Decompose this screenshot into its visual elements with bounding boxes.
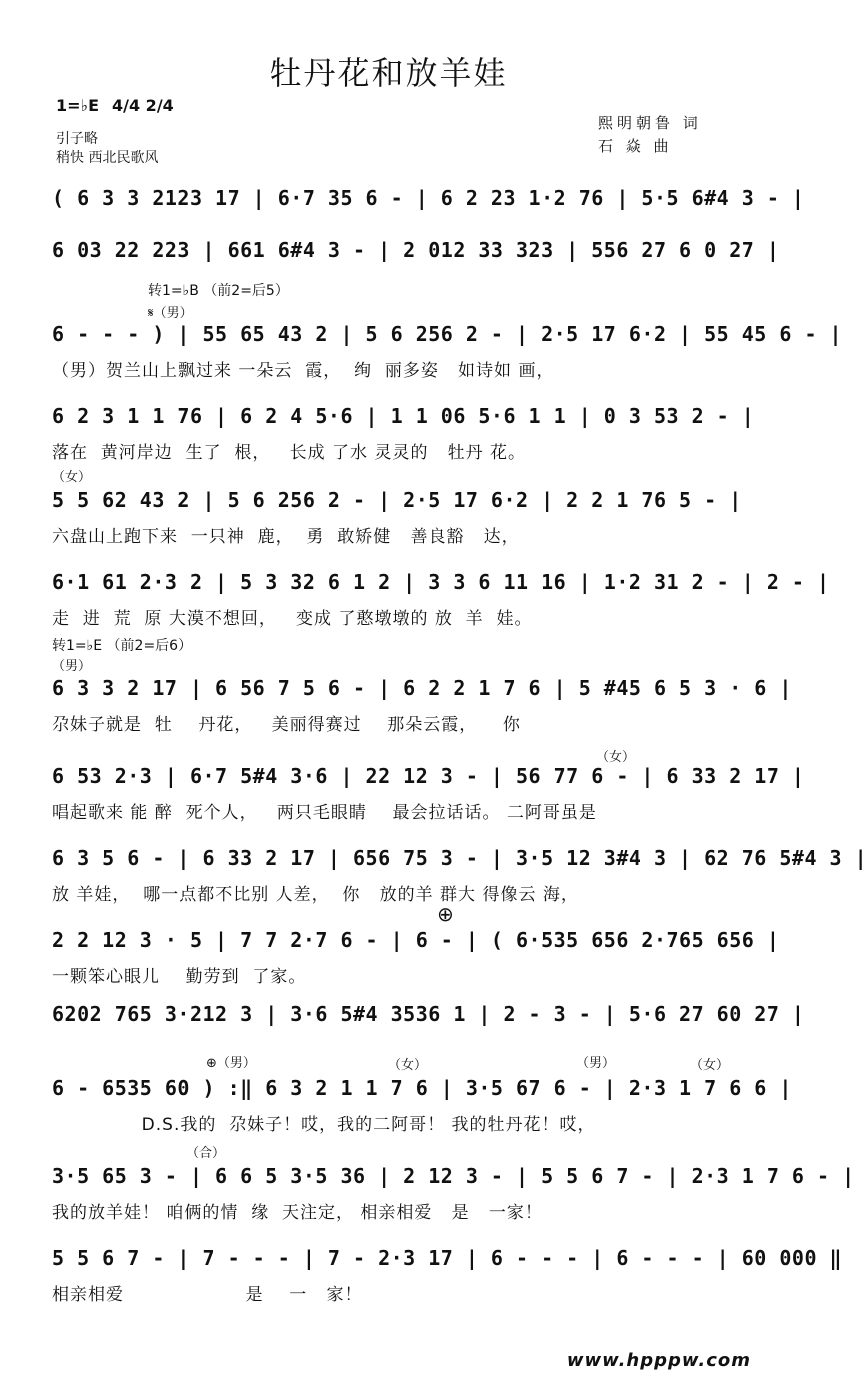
intro-note: 引子略 bbox=[56, 131, 98, 147]
notation-line: 6 - - - ) | 55 65 43 2 | 5 6 256 2 - | 2·5 17 6·2 | 55 45 6 - | bbox=[52, 322, 843, 346]
part-marker: （男） bbox=[576, 1056, 616, 1071]
lyric-line: 放 羊娃， 哪一点都不比别 人差， 你 放的羊 群大 得像云 海， bbox=[52, 885, 579, 905]
notation-line: 6·1 61 2·3 2 | 5 3 32 6 1 2 | 3 3 6 11 16 | 1·2 31 2 - | 2 - | bbox=[52, 570, 830, 594]
lyric-line: 一颗笨心眼儿 勤劳到 了家。 bbox=[52, 967, 307, 987]
part-marker: （男） bbox=[52, 659, 92, 674]
notation-line: 6 2 3 1 1 76 | 6 2 4 5·6 | 1 1 06 5·6 1 1 | 0 3 53 2 - | bbox=[52, 404, 755, 428]
notation-line: 2 2 12 3 · 5 | 7 7 2·7 6 - | 6 - | ( 6·535 656 2·765 656 | bbox=[52, 928, 780, 952]
lyric-line: D.S.我的 尕妹子！哎，我的二阿哥！ 我的牡丹花！哎， bbox=[52, 1115, 596, 1135]
modulation-marker: 转1=♭E （前2=后6） bbox=[52, 638, 193, 654]
key-signature: 1=♭E bbox=[56, 96, 100, 115]
tempo-style: 稍快 西北民歌风 bbox=[56, 150, 159, 166]
site-watermark: www.hpppw.com bbox=[566, 1350, 751, 1371]
part-marker: （女） bbox=[388, 1058, 428, 1073]
segno-marker: 𝄋（男） bbox=[148, 306, 193, 321]
coda-marker: ⊕ bbox=[437, 902, 454, 926]
modulation-marker: 转1=♭B （前2=后5） bbox=[148, 283, 289, 299]
notation-line: 6 - 6535 60 ) :‖ 6 3 2 1 1 7 6 | 3·5 67 6 - | 2·3 1 7 6 6 | bbox=[52, 1076, 792, 1100]
coda-marker: ⊕（男） bbox=[206, 1056, 256, 1071]
notation-line: 6 3 5 6 - | 6 33 2 17 | 656 75 3 - | 3·5 12 3#4 3 | 62 76 5#4 3 | bbox=[52, 846, 867, 870]
song-title: 牡丹花和放羊娃 bbox=[269, 54, 508, 92]
notation-line: 3·5 65 3 - | 6 6 5 3·5 36 | 2 12 3 - | 5 5 6 7 - | 2·3 1 7 6 - | bbox=[52, 1164, 855, 1188]
lyric-line: 尕妹子就是 牡 丹花， 美丽得赛过 那朵云霞， 你 bbox=[52, 715, 521, 735]
part-marker: （合） bbox=[186, 1146, 226, 1161]
lyric-line: （男）贺兰山上飘过来 一朵云 霞， 绚 丽多姿 如诗如 画， bbox=[52, 361, 555, 381]
notation-line: 6202 765 3·212 3 | 3·6 5#4 3536 1 | 2 - 3 - | 5·6 27 60 27 | bbox=[52, 1002, 805, 1026]
notation-line: 6 53 2·3 | 6·7 5#4 3·6 | 22 12 3 - | 56 77 6 - | 6 33 2 17 | bbox=[52, 764, 805, 788]
part-marker: （女） bbox=[596, 750, 636, 765]
lyric-line: 唱起歌来 能 醉 死个人， 两只毛眼睛 最会拉话话。 二阿哥虽是 bbox=[52, 803, 597, 823]
lyric-line: 相亲相爱 是 一 家！ bbox=[52, 1285, 363, 1305]
lyric-line: 走 进 荒 原 大漠不想回， 变成 了憨墩墩的 放 羊 娃。 bbox=[52, 609, 533, 629]
notation-line: 6 03 22 223 | 661 6#4 3 - | 2 012 33 323 | 556 27 6 0 27 | bbox=[52, 238, 780, 262]
notation-line: 5 5 62 43 2 | 5 6 256 2 - | 2·5 17 6·2 | 2 2 1 76 5 - | bbox=[52, 488, 742, 512]
time-signature: 4/4 2/4 bbox=[112, 96, 174, 115]
lyricist-credit: 熙明朝鲁 词 bbox=[598, 114, 702, 132]
lyric-line: 落在 黄河岸边 生了 根， 长成 了水 灵灵的 牡丹 花。 bbox=[52, 443, 527, 463]
lyric-line: 六盘山上跑下来 一只神 鹿， 勇 敢矫健 善良豁 达， bbox=[52, 527, 520, 547]
notation-line: 6 3 3 2 17 | 6 56 7 5 6 - | 6 2 2 1 7 6 | 5 #45 6 5 3 · 6 | bbox=[52, 676, 792, 700]
notation-line: ( 6 3 3 2123 17 | 6·7 35 6 - | 6 2 23 1·2 76 | 5·5 6#4 3 - | bbox=[52, 186, 805, 210]
lyric-line: 我的放羊娃！ 咱俩的情 缘 天注定， 相亲相爱 是 一家！ bbox=[52, 1203, 543, 1223]
notation-line: 5 5 6 7 - | 7 - - - | 7 - 2·3 17 | 6 - - - | 6 - - - | 60 000 ‖ bbox=[52, 1246, 843, 1270]
part-marker: （女） bbox=[52, 470, 92, 485]
composer-credit: 石 焱 曲 bbox=[598, 137, 673, 155]
part-marker: （女） bbox=[690, 1058, 730, 1073]
